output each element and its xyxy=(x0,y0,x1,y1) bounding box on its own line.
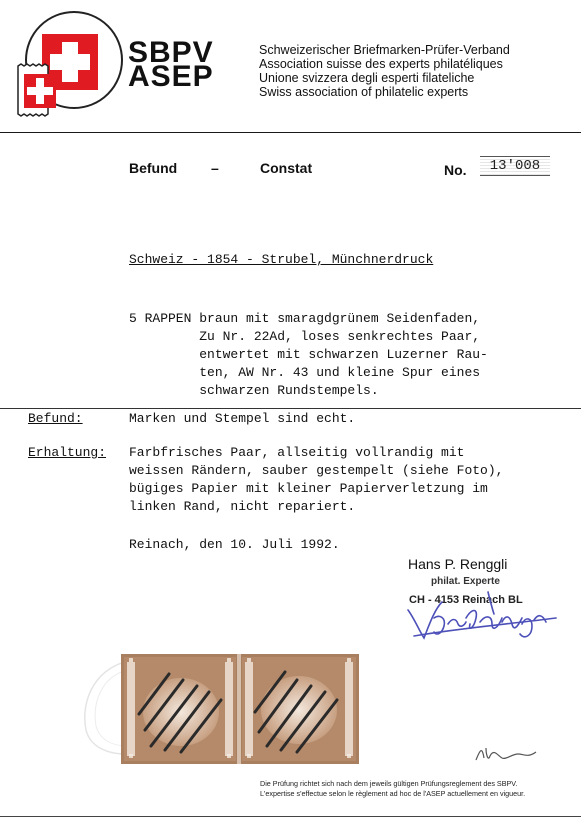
erhaltung-label: Erhaltung: xyxy=(28,445,107,460)
brand-sbpv: SBPV xyxy=(128,36,214,69)
description-line: ten, AW Nr. 43 und kleine Spur eines xyxy=(129,365,481,380)
brand-asep: ASEP xyxy=(128,60,214,93)
pencil-mark xyxy=(472,738,540,766)
association-name-it: Unione svizzera degli esperti filateliche xyxy=(259,71,475,85)
erhaltung-line: bügiges Papier mit kleiner Papierverletzung im xyxy=(129,481,488,496)
sbpv-logo xyxy=(12,10,127,125)
footer-note-de: Die Prüfung richtet sich nach dem jeweils gültigen Prüfungsreglement des SBPV. xyxy=(260,779,518,788)
number-label: No. xyxy=(444,162,467,178)
description-line: schwarzen Rundstempels. xyxy=(129,383,379,398)
certificate-number: 13'008 xyxy=(480,156,550,176)
description-line: 5 RAPPEN braun mit smaragdgrünem Seidenfaden, xyxy=(129,311,481,326)
association-name-fr: Association suisse des experts philatéliques xyxy=(259,57,503,71)
certificate-title: Schweiz - 1854 - Strubel, Münchnerdruck xyxy=(129,252,434,267)
constat-heading: Constat xyxy=(260,160,313,176)
heading-dash: – xyxy=(211,160,219,176)
section-divider xyxy=(0,408,581,409)
erhaltung-line: Farbfrisches Paar, allseitig vollrandig mit xyxy=(129,445,465,460)
befund-text: Marken und Stempel sind echt. xyxy=(129,411,356,426)
erhaltung-line: linken Rand, nicht repariert. xyxy=(129,499,356,514)
handwritten-signature xyxy=(400,588,560,648)
description-line: entwertet mit schwarzen Luzerner Rau- xyxy=(129,347,488,362)
description-line: Zu Nr. 22Ad, loses senkrechtes Paar, xyxy=(129,329,481,344)
befund-heading: Befund xyxy=(129,160,178,176)
expert-address: CH - 4153 Reinach BL xyxy=(409,594,523,606)
expert-name: Hans P. Renggli xyxy=(408,556,508,572)
befund-label: Befund: xyxy=(28,411,83,426)
expert-role: philat. Experte xyxy=(431,576,500,587)
bottom-edge-line xyxy=(0,816,581,817)
header-divider xyxy=(0,132,581,133)
association-name-de: Schweizerischer Briefmarken-Prüfer-Verband xyxy=(259,43,510,57)
stamp-pair-photo xyxy=(121,654,359,764)
erhaltung-line: weissen Rändern, sauber gestempelt (siehe Foto), xyxy=(129,463,504,478)
association-name-en: Swiss association of philatelic experts xyxy=(259,85,469,99)
place-date: Reinach, den 10. Juli 1992. xyxy=(129,537,340,552)
footer-note-fr: L'expertise s'effectue selon le règlement ad hoc de l'ASEP actuellement en vigueur. xyxy=(260,789,526,798)
